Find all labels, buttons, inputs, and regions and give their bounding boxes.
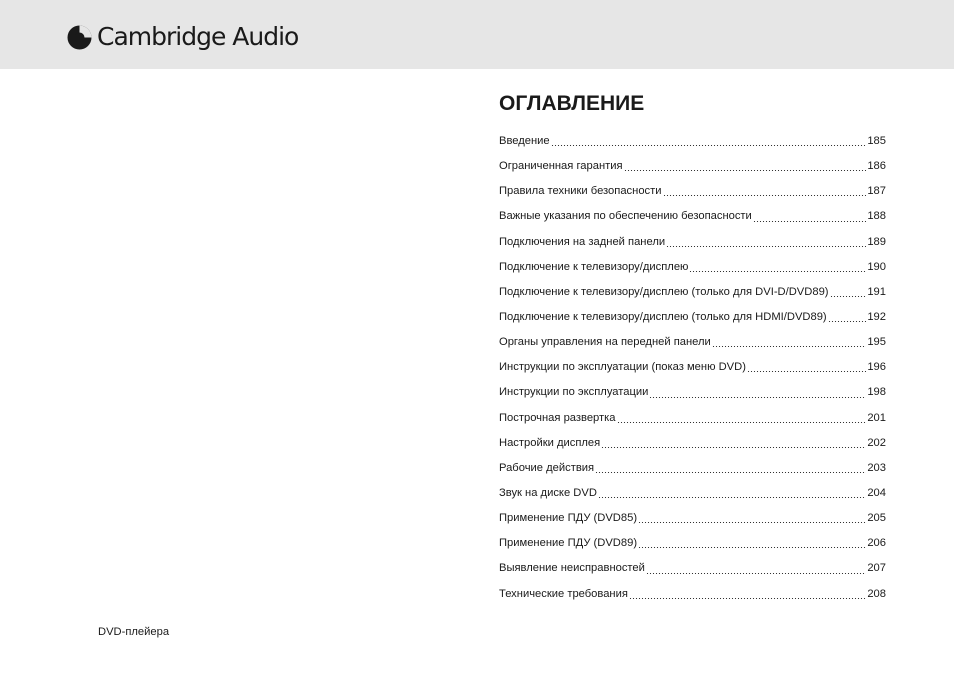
toc-entry[interactable] — [499, 584, 886, 609]
toc-entry[interactable] — [499, 433, 886, 458]
toc-dot-leader — [601, 447, 866, 448]
toc-entry[interactable] — [499, 257, 886, 282]
toc-dot-leader — [828, 321, 867, 322]
toc-entry-label: Рабочие действия — [499, 461, 595, 474]
toc-entry-page-number: 203 — [867, 461, 886, 474]
toc-entry-label: Ограниченная гарантия — [499, 160, 623, 173]
toc-entry-label: Важные указания по обеспечению безопасности — [499, 210, 752, 223]
toc-entry[interactable] — [499, 232, 886, 257]
toc-list — [499, 131, 886, 609]
brand-name: Cambridge Audio — [97, 22, 299, 51]
toc-entry-page-number: 195 — [867, 336, 886, 349]
toc-entry[interactable] — [499, 131, 886, 156]
toc-entry-label: Подключение к телевизору/дисплею — [499, 260, 689, 273]
toc-entry-label: Настройки дисплея — [499, 436, 601, 449]
toc-entry[interactable] — [499, 382, 886, 407]
toc-entry-label: Инструкции по эксплуатации (показ меню DVD) — [499, 361, 746, 374]
toc-entry-page-number: 208 — [867, 587, 886, 600]
toc-entry[interactable] — [499, 206, 886, 231]
footer-label: DVD-плейера — [98, 626, 170, 638]
toc-entry-page-number: 202 — [867, 436, 886, 449]
toc-entry[interactable] — [499, 408, 886, 433]
page-header — [0, 0, 954, 69]
toc-entry-page-number: 191 — [867, 285, 886, 298]
toc-entry-label: Применение ПДУ (DVD89) — [499, 537, 638, 550]
toc-dot-leader — [551, 145, 867, 146]
toc-entry-label: Органы управления на передней панели — [499, 336, 711, 349]
toc-entry-page-number: 204 — [867, 486, 886, 499]
toc-entry-label: Применение ПДУ (DVD85) — [499, 512, 638, 525]
toc-dot-leader — [689, 271, 866, 272]
toc-entry[interactable] — [499, 156, 886, 181]
toc-dot-leader — [712, 346, 867, 347]
toc-dot-leader — [629, 598, 866, 599]
toc-entry-page-number: 192 — [867, 310, 886, 323]
toc-entry-label: Инструкции по эксплуатации — [499, 386, 649, 399]
toc-entry-label: Правила техники безопасности — [499, 185, 662, 198]
toc-entry[interactable] — [499, 483, 886, 508]
toc-dot-leader — [649, 397, 866, 398]
toc-entry-page-number: 188 — [867, 210, 886, 223]
toc-entry-label: Подключения на задней панели — [499, 235, 666, 248]
toc-entry[interactable] — [499, 458, 886, 483]
toc-dot-leader — [830, 296, 867, 297]
toc-entry[interactable] — [499, 282, 886, 307]
toc-dot-leader — [663, 195, 867, 196]
toc-entry[interactable] — [499, 357, 886, 382]
toc-entry[interactable] — [499, 508, 886, 533]
toc-entry-page-number: 198 — [867, 386, 886, 399]
toc-entry[interactable] — [499, 558, 886, 583]
toc-entry-label: Подключение к телевизору/дисплею (только для DVI-D/DVD89) — [499, 285, 829, 298]
toc-entry[interactable] — [499, 533, 886, 558]
toc-dot-leader — [646, 573, 866, 574]
toc-entry-label: Технические требования — [499, 587, 628, 600]
toc-dot-leader — [753, 221, 867, 222]
toc-title: ОГЛАВЛЕНИЕ — [499, 92, 645, 115]
toc-entry-page-number: 201 — [867, 411, 886, 424]
toc-entry-page-number: 185 — [867, 135, 886, 147]
toc-entry-page-number: 189 — [867, 235, 886, 248]
toc-dot-leader — [638, 522, 866, 523]
toc-entry-label: Выявление неисправностей — [499, 562, 645, 575]
toc-entry[interactable] — [499, 307, 886, 332]
toc-entry-label: Звук на диске DVD — [499, 486, 597, 499]
brand-logo — [67, 20, 298, 54]
toc-entry-page-number: 190 — [867, 260, 886, 273]
toc-entry-page-number: 187 — [867, 185, 886, 198]
toc-dot-leader — [638, 547, 866, 548]
toc-entry-page-number: 206 — [867, 537, 886, 550]
toc-entry-label: Подключение к телевизору/дисплею (только для HDMI/DVD89) — [499, 310, 827, 323]
toc-dot-leader — [666, 246, 866, 247]
toc-dot-leader — [747, 371, 866, 372]
toc-entry-page-number: 205 — [867, 512, 886, 525]
toc-dot-leader — [598, 497, 866, 498]
toc-entry[interactable] — [499, 181, 886, 206]
cambridge-audio-logo-icon — [67, 25, 92, 50]
toc-dot-leader — [595, 472, 866, 473]
toc-entry-label: Построчная развертка — [499, 411, 616, 424]
toc-dot-leader — [624, 170, 867, 171]
toc-entry[interactable] — [499, 332, 886, 357]
toc-entry-page-number: 186 — [867, 160, 886, 173]
toc-entry-page-number: 207 — [867, 562, 886, 575]
toc-dot-leader — [617, 422, 867, 423]
toc-entry-label: Введение — [499, 135, 550, 147]
toc-entry-page-number: 196 — [867, 361, 886, 374]
